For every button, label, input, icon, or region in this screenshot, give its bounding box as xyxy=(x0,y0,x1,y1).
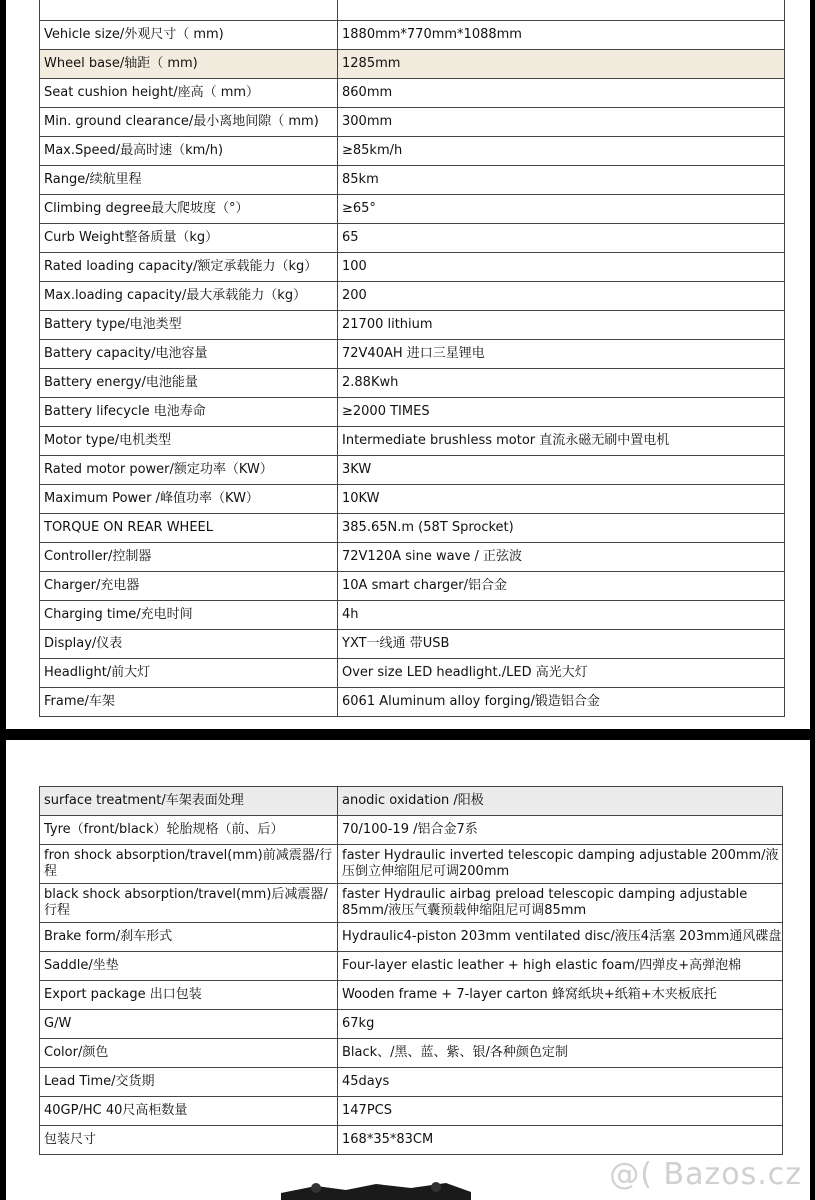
spec-value: Four-layer elastic leather + high elastic foam/四弹皮+高弹泡棉 xyxy=(338,952,783,981)
spec-label: Charger/充电器 xyxy=(40,572,338,601)
table-row xyxy=(40,108,785,137)
spec-value: 10A smart charger/铝合金 xyxy=(338,572,785,601)
spec-label: Vehicle size/外观尺寸（ mm) xyxy=(40,21,338,50)
table-row xyxy=(40,630,785,659)
table-row xyxy=(40,1126,783,1155)
spec-table-2 xyxy=(39,786,783,1155)
spec-label: Maximum Power /峰值功率（KW） xyxy=(40,485,338,514)
spec-value: 67kg xyxy=(338,1010,783,1039)
spec-label: Battery lifecycle 电池寿命 xyxy=(40,398,338,427)
table-row xyxy=(40,224,785,253)
table-row xyxy=(40,369,785,398)
spec-label: Saddle/坐垫 xyxy=(40,952,338,981)
spec-value: 72V40AH 进口三星锂电 xyxy=(338,340,785,369)
spec-value: 860mm xyxy=(338,79,785,108)
spec-label: Lead Time/交货期 xyxy=(40,1068,338,1097)
spec-value: 4h xyxy=(338,601,785,630)
spec-value: 3KW xyxy=(338,456,785,485)
table-row xyxy=(40,816,783,845)
table-row xyxy=(40,253,785,282)
spec-label: Rated motor power/额定功率（KW） xyxy=(40,456,338,485)
spec-value: 300mm xyxy=(338,108,785,137)
table-row xyxy=(40,514,785,543)
spec-label: Color/颜色 xyxy=(40,1039,338,1068)
spec-label: Battery energy/电池能量 xyxy=(40,369,338,398)
table-row xyxy=(40,485,785,514)
spec-label: Brake form/刹车形式 xyxy=(40,923,338,952)
spec-value: 65 xyxy=(338,224,785,253)
spec-label: Tyre（front/black）轮胎规格（前、后） xyxy=(40,816,338,845)
spec-page-1 xyxy=(6,0,810,729)
spec-value: 100 xyxy=(338,253,785,282)
spec-label: fron shock absorption/travel(mm)前减震器/行程 xyxy=(40,845,338,884)
spec-value: ≥65° xyxy=(338,195,785,224)
spec-value: Black、/黑、蓝、紫、银/各种颜色定制 xyxy=(338,1039,783,1068)
table-row xyxy=(40,137,785,166)
table-row xyxy=(40,50,785,79)
spec-label: Charging time/充电时间 xyxy=(40,601,338,630)
table-row xyxy=(40,456,785,485)
spec-page-2 xyxy=(6,740,810,1200)
spec-label: 40GP/HC 40尺高柜数量 xyxy=(40,1097,338,1126)
spec-label: Motor type/电机类型 xyxy=(40,427,338,456)
spec-value: 1880mm*770mm*1088mm xyxy=(338,21,785,50)
table-row xyxy=(40,688,785,717)
table-row xyxy=(40,787,783,816)
spec-label: black shock absorption/travel(mm)后减震器/行程 xyxy=(40,884,338,923)
spec-label: Climbing degree最大爬坡度（°） xyxy=(40,195,338,224)
table-row xyxy=(40,601,785,630)
table-row xyxy=(40,659,785,688)
table-row xyxy=(40,981,783,1010)
spec-value: Hydraulic4-piston 203mm ventilated disc/液压4活塞 203mm通风碟盘 xyxy=(338,923,783,952)
motorcycle-handlebar-image xyxy=(276,1178,476,1200)
spec-value: anodic oxidation /阳极 xyxy=(338,787,783,816)
table-row xyxy=(40,0,785,21)
table-row xyxy=(40,166,785,195)
table-row xyxy=(40,845,783,884)
spec-value: 385.65N.m (58T Sprocket) xyxy=(338,514,785,543)
table-row xyxy=(40,543,785,572)
spec-label: Wheel base/轴距（ mm) xyxy=(40,50,338,79)
table-row xyxy=(40,340,785,369)
table-row xyxy=(40,1097,783,1126)
spec-value: 72V120A sine wave / 正弦波 xyxy=(338,543,785,572)
spec-value: Over size LED headlight./LED 高光大灯 xyxy=(338,659,785,688)
spec-value: ≥2000 TIMES xyxy=(338,398,785,427)
spec-label xyxy=(40,0,338,21)
spec-value: 200 xyxy=(338,282,785,311)
table-row xyxy=(40,884,783,923)
table-row xyxy=(40,1039,783,1068)
spec-label: Max.Speed/最高时速（km/h) xyxy=(40,137,338,166)
spec-label: Display/仪表 xyxy=(40,630,338,659)
spec-value xyxy=(338,0,785,21)
spec-label: Curb Weight整备质量（kg） xyxy=(40,224,338,253)
spec-value: YXT一线通 带USB xyxy=(338,630,785,659)
spec-label: G/W xyxy=(40,1010,338,1039)
spec-label: Headlight/前大灯 xyxy=(40,659,338,688)
table-row xyxy=(40,282,785,311)
spec-value: Wooden frame + 7-layer carton 蜂窝纸块+纸箱+木夹板底托 xyxy=(338,981,783,1010)
table-row xyxy=(40,572,785,601)
spec-value: 70/100-19 /铝合金7系 xyxy=(338,816,783,845)
spec-label: surface treatment/车架表面处理 xyxy=(40,787,338,816)
spec-value: 6061 Aluminum alloy forging/锻造铝合金 xyxy=(338,688,785,717)
spec-label: Rated loading capacity/额定承载能力（kg） xyxy=(40,253,338,282)
table-row xyxy=(40,427,785,456)
spec-value: 1285mm xyxy=(338,50,785,79)
table-row xyxy=(40,923,783,952)
table-row xyxy=(40,21,785,50)
spec-value: 85km xyxy=(338,166,785,195)
spec-label: Min. ground clearance/最小离地间隙（ mm) xyxy=(40,108,338,137)
table-row xyxy=(40,79,785,108)
spec-label: Battery type/电池类型 xyxy=(40,311,338,340)
spec-label: TORQUE ON REAR WHEEL xyxy=(40,514,338,543)
spec-value: 2.88Kwh xyxy=(338,369,785,398)
spec-label: Max.loading capacity/最大承载能力（kg） xyxy=(40,282,338,311)
spec-label: 包装尺寸 xyxy=(40,1126,338,1155)
spec-value: 147PCS xyxy=(338,1097,783,1126)
spec-label: Battery capacity/电池容量 xyxy=(40,340,338,369)
table-row xyxy=(40,952,783,981)
spec-value: faster Hydraulic airbag preload telescopic damping adjustable 85mm/液压气囊预载伸缩阻尼可调85mm xyxy=(338,884,783,923)
spec-value: 45days xyxy=(338,1068,783,1097)
table-row xyxy=(40,1010,783,1039)
spec-label: Seat cushion height/座高（ mm） xyxy=(40,79,338,108)
table-row xyxy=(40,311,785,340)
table-row xyxy=(40,398,785,427)
spec-label: Export package 出口包装 xyxy=(40,981,338,1010)
spec-value: 10KW xyxy=(338,485,785,514)
spec-table-1 xyxy=(39,0,785,717)
spec-label: Frame/车架 xyxy=(40,688,338,717)
spec-value: 168*35*83CM xyxy=(338,1126,783,1155)
spec-label: Range/续航里程 xyxy=(40,166,338,195)
spec-value: faster Hydraulic inverted telescopic damping adjustable 200mm/液压倒立伸缩阻尼可调200mm xyxy=(338,845,783,884)
watermark: @( Bazos.cz xyxy=(609,1157,802,1192)
spec-value: 21700 lithium xyxy=(338,311,785,340)
spec-value: ≥85km/h xyxy=(338,137,785,166)
spec-label: Controller/控制器 xyxy=(40,543,338,572)
spec-value: Intermediate brushless motor 直流永磁无刷中置电机 xyxy=(338,427,785,456)
table-row xyxy=(40,195,785,224)
table-row xyxy=(40,1068,783,1097)
